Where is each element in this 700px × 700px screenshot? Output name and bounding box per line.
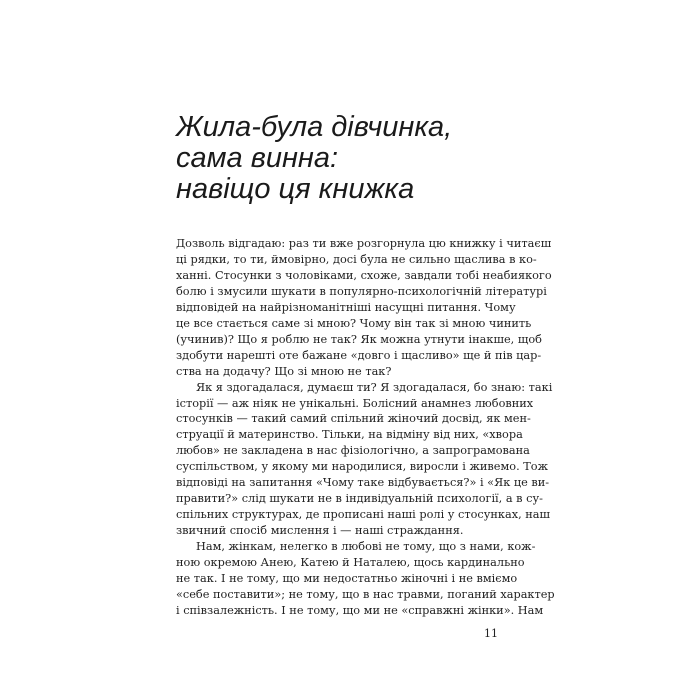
text-line: не так. І не тому, що ми недостатньо жіночні і не вміємо	[176, 572, 518, 586]
text-line: стосунків — такий самий спільний жіночий досвід, як мен-	[176, 412, 531, 426]
page-number: 11	[484, 627, 498, 640]
text-line: суспільством, у якому ми народилися, виросли і живемо. Тож	[176, 460, 548, 474]
text-line: це все стається саме зі мною? Чому він так зі мною чинить	[176, 316, 532, 330]
text-line: Дозволь відгадаю: раз ти вже розгорнула цю книжку і читаєш	[176, 237, 552, 250]
chapter-title-line: Жила-була дівчинка,	[176, 111, 453, 143]
text-line: Як я здогадалася, думаєш ти? Я здогадалася, бо знаю: такі	[196, 380, 553, 394]
text-line: «себе поставити»; не тому, що в нас травми, поганий характер	[176, 587, 555, 601]
text-line: ною окремою Анею, Катею й Наталею, щось кардинально	[176, 556, 525, 570]
chapter-title-line: навіщо ця книжка	[176, 173, 415, 205]
text-line: відповідей на найрізноманітніші насущні питання. Чому	[176, 300, 516, 314]
text-line: Нам, жінкам, нелегко в любові не тому, що з нами, кож-	[196, 540, 536, 554]
text-line: і співзалежність. І не тому, що ми не «справжні жінки». Нам	[176, 603, 544, 617]
text-line: ханні. Стосунки з чоловіками, схоже, завдали тобі неабиякого	[176, 268, 552, 282]
text-line: звичний спосіб мислення і — наші страждання.	[176, 524, 464, 538]
body-text	[176, 236, 555, 619]
text-line: відповіді на запитання «Чому таке відбувається?» і «Як це ви-	[176, 476, 550, 490]
text-line: любов» не закладена в нас фізіологічно, а запрограмована	[176, 444, 530, 458]
text-line: здобути нарешті оте бажане «довго і щасливо» ще й пів цар-	[176, 348, 542, 362]
text-line: болю і змусили шукати в популярно-психологічній літературі	[176, 284, 547, 298]
text-line: ства на додачу? Що зі мною не так?	[176, 364, 392, 378]
text-line: струації й материнство. Тільки, на відміну від них, «хвора	[176, 428, 523, 442]
text-line: (учинив)? Що я роблю не так? Як можна утнути інакше, щоб	[176, 332, 542, 346]
chapter-title-line: сама винна:	[176, 142, 339, 174]
chapter-title	[176, 112, 596, 205]
text-line: ці рядки, то ти, ймовірно, досі була не сильно щаслива в ко-	[176, 252, 537, 266]
text-line: правити?» слід шукати не в індивідуальній психології, а в су-	[176, 492, 543, 506]
text-line: спільних структурах, де прописані наші ролі у стосунках, наш	[176, 508, 551, 522]
text-line: історії — аж ніяк не унікальні. Болісний анамнез любовних	[176, 396, 534, 410]
